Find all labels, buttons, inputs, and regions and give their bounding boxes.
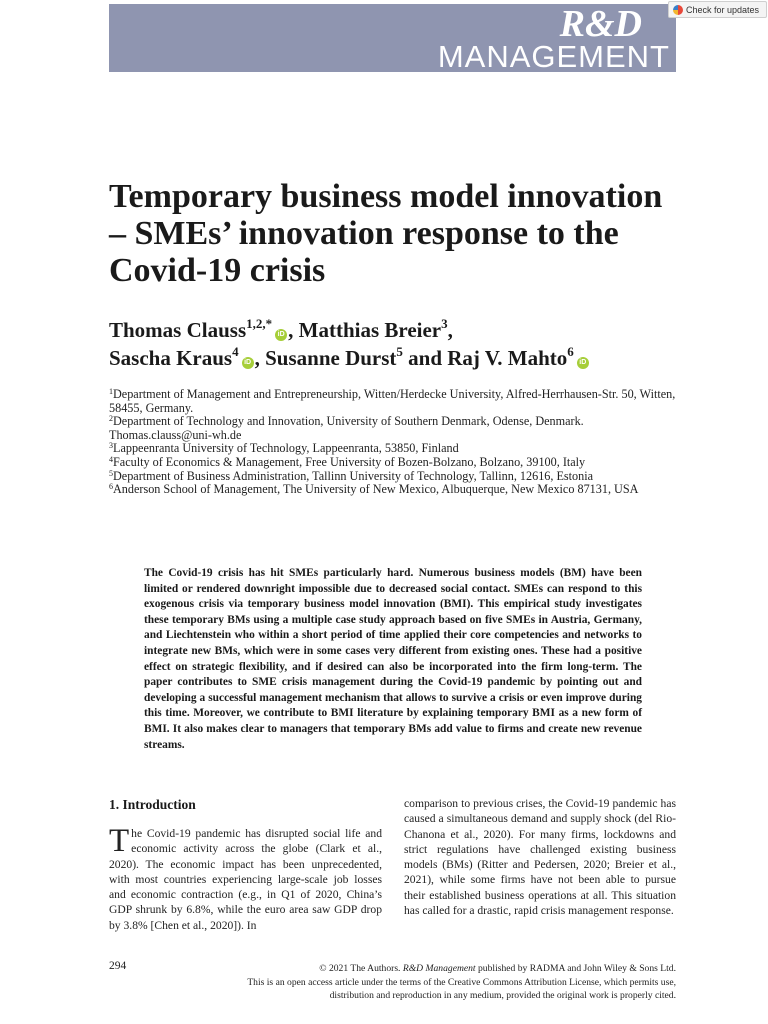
affiliation-item: [109, 442, 679, 456]
section-heading-introduction: 1. Introduction: [109, 797, 196, 812]
affiliation-sup: 6: [109, 482, 113, 492]
affiliation-item: [109, 456, 679, 470]
author-name: Susanne Durst: [265, 346, 397, 370]
orcid-icon[interactable]: iD: [275, 329, 287, 341]
article-title: Temporary business model innovation – SMEs’ innovation response to the Covid-19 crisis: [109, 178, 663, 289]
check-for-updates-label: Check for updates: [686, 4, 760, 15]
affiliation-text: Faculty of Economics & Management, Free University of Bozen-Bolzano, Bolzano, 39100, Italy: [113, 454, 586, 469]
footer-copyright: [160, 962, 676, 976]
author-affil-sup: 3: [441, 316, 448, 331]
author-affil-sup: 6: [567, 344, 574, 359]
affiliation-item: [109, 483, 679, 497]
author-affil-sup: 5: [396, 344, 403, 359]
affiliation-item: [109, 388, 679, 415]
footer-license-line: distribution and reproduction in any medium, provided the original work is properly cited.: [329, 990, 676, 1002]
orcid-icon[interactable]: iD: [577, 357, 589, 369]
affiliation-text: Department of Business Administration, Tallinn University of Technology, Tallinn, 12616, Estonia: [113, 468, 594, 483]
check-for-updates-button[interactable]: [668, 1, 767, 18]
author-separator: and: [402, 346, 448, 370]
page-number: 294: [109, 960, 127, 972]
author-name: Thomas Clauss: [109, 318, 247, 342]
journal-logo-bottom: MANAGEMENT: [437, 39, 670, 74]
author-affil-sup: 4: [232, 344, 239, 359]
footer-journal-name: R&D Management: [402, 963, 476, 974]
affiliation-sup: 2: [109, 414, 113, 424]
affiliation-sup: 5: [109, 468, 113, 478]
author-separator: ,: [288, 318, 299, 342]
affiliation-text: Anderson School of Management, The University of New Mexico, Albuquerque, New Mexico 87131, USA: [113, 482, 639, 497]
drop-cap: T: [109, 823, 130, 859]
footer-copyright-pre: © 2021 The Authors.: [319, 963, 403, 974]
author-name: Matthias Breier: [298, 318, 442, 342]
body-text-left: he Covid-19 pandemic has disrupted social life and economic activity across the globe (Clark et al., 2020). The economic impact has been unprecedented, with most countries experiencing large-scale job losses and economic contraction (e.g., in Q1 of 2020, China’s GDP shrunk by 6.8%, while the euro area saw GDP drop by 3.8% [Chen et al., 2020]). In: [109, 827, 382, 932]
author-list: [109, 316, 709, 372]
affiliation-sup: 4: [109, 454, 113, 464]
author-name: Sascha Kraus: [109, 346, 233, 370]
body-column-right: comparison to previous crises, the Covid-19 pandemic has caused a simultaneous demand and supply shock (del Rio-Chanona et al., 2020). For many firms, lockdowns and strict regulations have challenged existing business models (BMs) (Ritter and Pedersen, 2020; Breier et al., 2021), while some firms have not been able to pursue their established business operations at all. This situation has called for a drastic, rapid crisis management response.: [404, 797, 676, 918]
journal-logo-top: R&D: [559, 3, 642, 45]
affiliation-sup: 1: [109, 387, 113, 396]
author-separator: ,: [254, 346, 266, 370]
author-name: Raj V. Mahto: [447, 346, 568, 370]
affiliation-text: Lappeenranta University of Technology, Lappeenranta, 53850, Finland: [113, 441, 459, 456]
crossmark-icon: [673, 5, 683, 15]
affiliation-list: [109, 388, 679, 497]
affiliation-text: Department of Management and Entrepreneurship, Witten/Herdecke University, Alfred-Herrhausen-Str. 50, Witten, 58455, Germany.: [109, 387, 676, 415]
journal-banner: [109, 4, 676, 72]
orcid-icon[interactable]: iD: [242, 357, 254, 369]
body-column-left: [109, 823, 382, 933]
affiliation-item: [109, 470, 679, 484]
license-footer: [160, 962, 676, 1003]
affiliation-text: Department of Technology and Innovation, University of Southern Denmark, Odense, Denmark. Thomas.clauss@uni-wh.de: [109, 414, 584, 442]
author-affil-sup: 1,2,*: [246, 316, 273, 331]
footer-copyright-post: published by RADMA and John Wiley & Sons Ltd.: [475, 963, 676, 974]
author-separator: ,: [447, 318, 453, 342]
affiliation-item: [109, 415, 679, 442]
footer-license-line: This is an open access article under the terms of the Creative Commons Attribution License, which permits use,: [247, 976, 676, 988]
affiliation-sup: 3: [109, 441, 113, 451]
abstract: The Covid-19 crisis has hit SMEs particularly hard. Numerous business models (BM) have been limited or rendered downright impossible due to decreased social contact. SMEs can respond to this exogenous crisis via temporary business model innovation (BMI). This empirical study investigates these temporary BMs using a multiple case study approach based on five SMEs in Austria, Germany, and Liechtenstein who within a short period of time applied their core competencies and networks to integrate new BMs, which were in some cases very different from existing ones. These had a positive effect on strategic flexibility, and if desired can also be incorporated into the firm long-term. The paper contributes to SME crisis management during the Covid-19 pandemic by pointing out and developing a successful management mechanism that allows to survive a crisis or even improve during this time. Moreover, we contribute to BMI literature by explaining temporary BMI as a new form of BMI. It also makes clear to managers that temporary BMs add value to firms and create new revenue streams.: [144, 567, 642, 751]
